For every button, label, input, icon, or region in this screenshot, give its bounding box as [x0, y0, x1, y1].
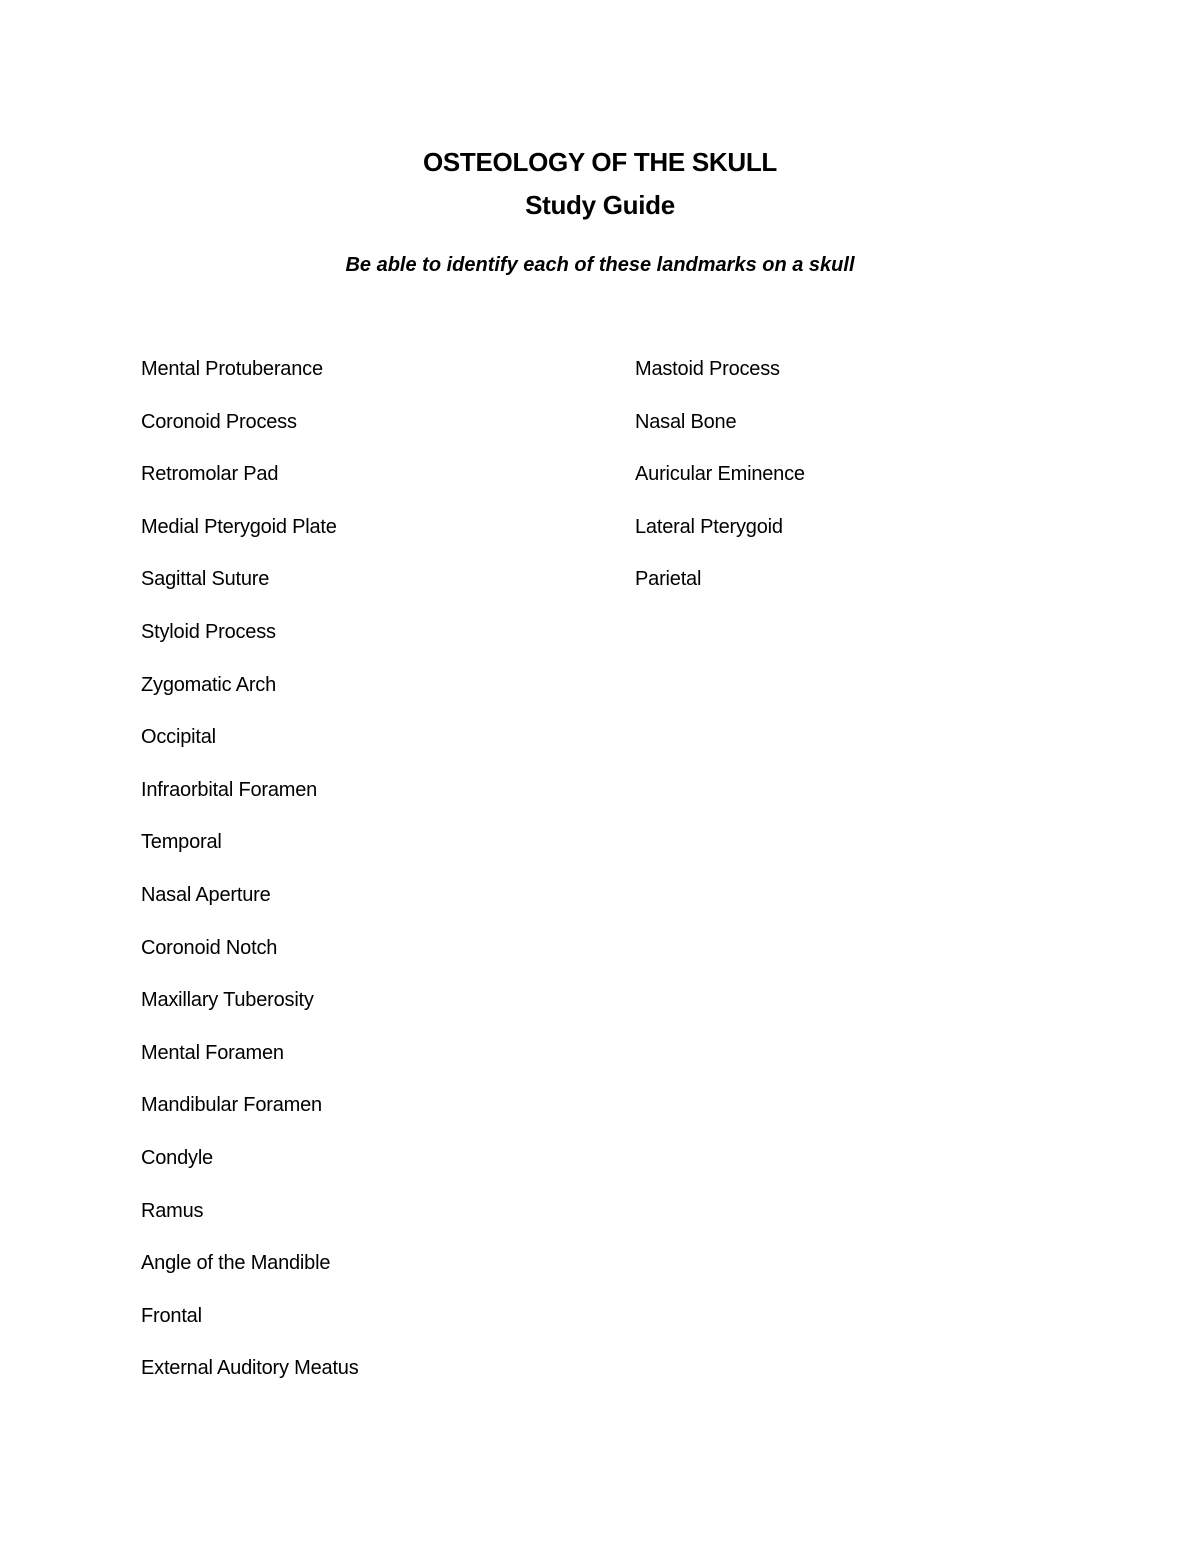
landmark-item: Temporal — [141, 831, 222, 854]
landmark-item: Coronoid Notch — [141, 936, 278, 959]
landmark-item: Coronoid Process — [141, 410, 297, 433]
landmark-item: Angle of the Mandible — [141, 1252, 331, 1275]
landmark-item: Nasal Aperture — [141, 883, 271, 906]
landmark-item: Parietal — [635, 568, 702, 591]
landmark-item: Auricular Eminence — [635, 463, 805, 486]
landmark-item: Sagittal Suture — [141, 568, 270, 591]
landmark-item: Zygomatic Arch — [141, 673, 277, 696]
landmark-item: Lateral Pterygoid — [635, 515, 783, 538]
landmark-item: External Auditory Meatus — [141, 1357, 359, 1380]
document-title: OSTEOLOGY OF THE SKULL — [422, 147, 778, 177]
landmark-item: Mental Protuberance — [141, 358, 323, 380]
landmark-list-right — [635, 355, 805, 618]
landmark-item: Retromolar Pad — [141, 463, 279, 486]
landmark-item: Nasal Bone — [635, 410, 737, 433]
landmark-item: Medial Pterygoid Plate — [141, 515, 337, 538]
landmark-item: Infraorbital Foramen — [141, 778, 318, 801]
landmark-item: Condyle — [141, 1146, 213, 1169]
landmark-item: Frontal — [141, 1304, 202, 1327]
landmark-list-left — [141, 355, 359, 1407]
landmark-item: Styloid Process — [141, 620, 276, 643]
landmark-item: Ramus — [141, 1199, 204, 1222]
landmark-item: Maxillary Tuberosity — [141, 989, 314, 1012]
landmark-item: Mandibular Foramen — [141, 1094, 322, 1117]
landmark-item: Mastoid Process — [635, 358, 780, 380]
landmark-item: Occipital — [141, 726, 216, 749]
landmark-item: Mental Foramen — [141, 1041, 284, 1064]
document-subtitle: Study Guide — [525, 190, 675, 220]
instruction-text: Be able to identify each of these landmarks on a skull — [345, 254, 855, 276]
